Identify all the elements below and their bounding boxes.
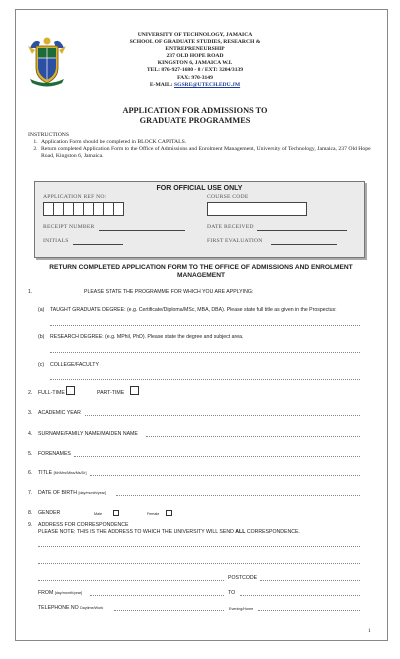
date-received-line — [257, 230, 347, 231]
initials-line — [73, 244, 123, 245]
application-ref-label: APPLICATION REF NO: — [43, 194, 107, 200]
university-crest-logo — [26, 36, 68, 88]
full-time-checkbox[interactable] — [66, 386, 75, 395]
address-line-1[interactable] — [38, 546, 360, 547]
q1a-text: TAUGHT GRADUATE DEGREE: (e.g. Certificate/Diploma/MSc, MBA, DBA). Please state full title as given in the Prospectus: — [50, 307, 337, 313]
dob-hint: [day/month/year] — [78, 491, 106, 495]
form-title — [70, 106, 320, 126]
street-address: 237 OLD HOPE ROAD — [166, 53, 224, 60]
q1-text: PLEASE STATE THE PROGRAMME FOR WHICH YOU ARE APPLYING: — [84, 289, 254, 295]
q3-number: 3. — [28, 410, 33, 416]
official-use-box — [34, 181, 365, 258]
male-label: Male — [94, 512, 102, 516]
title-hint: [Mr/Mrs/Miss/Ms/Dr] — [53, 471, 87, 475]
address-line-3[interactable] — [38, 580, 224, 581]
from-label: FROM — [38, 590, 54, 596]
school-name-line2: ENTREPRENEURSHIP — [165, 46, 225, 53]
form-title-line2: GRADUATE PROGRAMMES — [139, 116, 251, 125]
return-instruction — [40, 264, 362, 280]
receipt-number-line — [99, 230, 185, 231]
initials-label: INITIALS — [43, 238, 69, 244]
instruction-item: 2. Return completed Application Form to the Office of Admissions and Enrolment Management, University of Technology, Jamaica, 237 Old Hope Road, Kingston 6, Jamaica. — [39, 146, 373, 160]
email-link[interactable]: SGSRE@UTECH.EDU.JM — [173, 81, 241, 88]
q9-number: 9. — [28, 522, 33, 528]
form-title-line1: APPLICATION FOR ADMISSIONS TO — [122, 106, 268, 115]
q4-number: 4. — [28, 431, 33, 437]
female-checkbox[interactable] — [166, 510, 172, 516]
university-name: UNIVERSITY OF TECHNOLOGY, JAMAICA — [137, 32, 253, 38]
address-label: ADDRESS FOR CORRESPONDENCE — [38, 522, 129, 528]
telephone-daytime-hint: Daytime/Work — [80, 606, 104, 610]
instructions-block — [28, 132, 373, 160]
to-date-field[interactable] — [240, 595, 360, 596]
title-label-group — [38, 470, 87, 476]
fax-line: FAX: 970-3149 — [177, 74, 213, 81]
email-line — [70, 82, 320, 89]
forenames-field[interactable] — [74, 456, 360, 457]
email-label: E-MAIL: — [149, 81, 173, 88]
from-hint: [day/month/year] — [54, 591, 83, 595]
application-ref-cells — [43, 202, 123, 216]
instructions-heading: INSTRUCTIONS — [28, 132, 70, 138]
surname-label: SURNAME/FAMILY NAME/MAIDEN NAME — [38, 431, 138, 437]
first-evaluation-label: FIRST EVALUATION — [207, 238, 263, 244]
academic-year-field[interactable] — [85, 415, 360, 416]
dob-label: DATE OF BIRTH — [38, 490, 78, 496]
official-use-title: FOR OFFICIAL USE ONLY — [156, 185, 243, 192]
dob-label-group — [38, 490, 106, 496]
school-name-line1: SCHOOL OF GRADUATE STUDIES, RESEARCH & — [129, 39, 261, 46]
postcode-label: POSTCODE — [228, 575, 258, 581]
ref-cell — [113, 202, 124, 216]
address-note — [38, 529, 300, 535]
q7-number: 7. — [28, 490, 33, 496]
to-label: TO — [228, 590, 236, 596]
q1a-answer-line[interactable] — [50, 325, 360, 326]
postcode-field[interactable] — [260, 580, 360, 581]
return-line2: MANAGEMENT — [177, 272, 225, 279]
q1c-answer-line[interactable] — [50, 379, 360, 380]
telephone-daytime-field[interactable] — [114, 610, 224, 611]
gender-label: GENDER — [38, 510, 61, 516]
q5-number: 5. — [28, 451, 33, 457]
q1-number: 1. — [28, 289, 33, 295]
academic-year-label: ACADEMIC YEAR — [38, 410, 81, 416]
title-label: TITLE — [38, 470, 53, 476]
part-time-checkbox[interactable] — [130, 386, 139, 395]
telephone-label: TELEPHONE NO — [38, 605, 79, 611]
from-label-group — [38, 590, 82, 596]
q1c-text: COLLEGE/FACULTY — [50, 362, 99, 368]
address-note-end: CORRESPONDENCE. — [246, 529, 300, 535]
date-of-birth-field[interactable] — [116, 495, 360, 496]
university-header — [70, 32, 320, 89]
course-code-box — [207, 202, 307, 216]
telephone-evening-hint: Evening/Home — [229, 607, 254, 611]
q1b-label: (b) — [38, 334, 45, 340]
telephone-label-group — [38, 605, 103, 611]
receipt-number-label: RECEIPT NUMBER — [43, 224, 95, 230]
forenames-label: FORENAMES — [38, 451, 71, 457]
return-line1: RETURN COMPLETED APPLICATION FORM TO THE OFFICE OF ADMISSIONS AND ENROLMENT — [49, 264, 353, 271]
q8-number: 8. — [28, 510, 33, 516]
part-time-label: PART-TIME — [97, 390, 125, 396]
q1b-text: RESEARCH DEGREE: (e.g. MPhil, PhD). Please state the degree and subject area. — [50, 334, 244, 340]
address-line-2[interactable] — [38, 563, 360, 564]
q1a-label: (a) — [38, 307, 45, 313]
q2-number: 2. — [28, 390, 33, 396]
instruction-item: 1. Application Form should be completed in BLOCK CAPITALS. — [39, 139, 373, 146]
telephone-line: TEL: 876-927-1680 - 8 / EXT: 3204/3139 — [146, 67, 244, 74]
q1c-label: (c) — [38, 362, 45, 368]
city-address: KINGSTON 6, JAMAICA W.I. — [157, 60, 233, 67]
address-note-text: PLEASE NOTE: THIS IS THE ADDRESS TO WHICH THE UNIVERSITY WILL SEND — [38, 529, 234, 535]
course-code-label: COURSE CODE — [207, 194, 249, 200]
date-received-label: DATE RECEIVED — [207, 224, 254, 230]
from-date-field[interactable] — [90, 595, 224, 596]
q6-number: 6. — [28, 470, 33, 476]
first-evaluation-line — [271, 244, 337, 245]
q1b-answer-line[interactable] — [50, 352, 360, 353]
telephone-evening-field[interactable] — [258, 610, 360, 611]
address-note-emphasis: ALL — [235, 529, 246, 535]
surname-field[interactable] — [146, 436, 360, 437]
title-field[interactable] — [90, 475, 360, 476]
full-time-label: FULL-TIME — [38, 390, 65, 396]
female-label: Female — [147, 512, 160, 516]
page-number: 1 — [368, 628, 371, 634]
male-checkbox[interactable] — [113, 510, 119, 516]
